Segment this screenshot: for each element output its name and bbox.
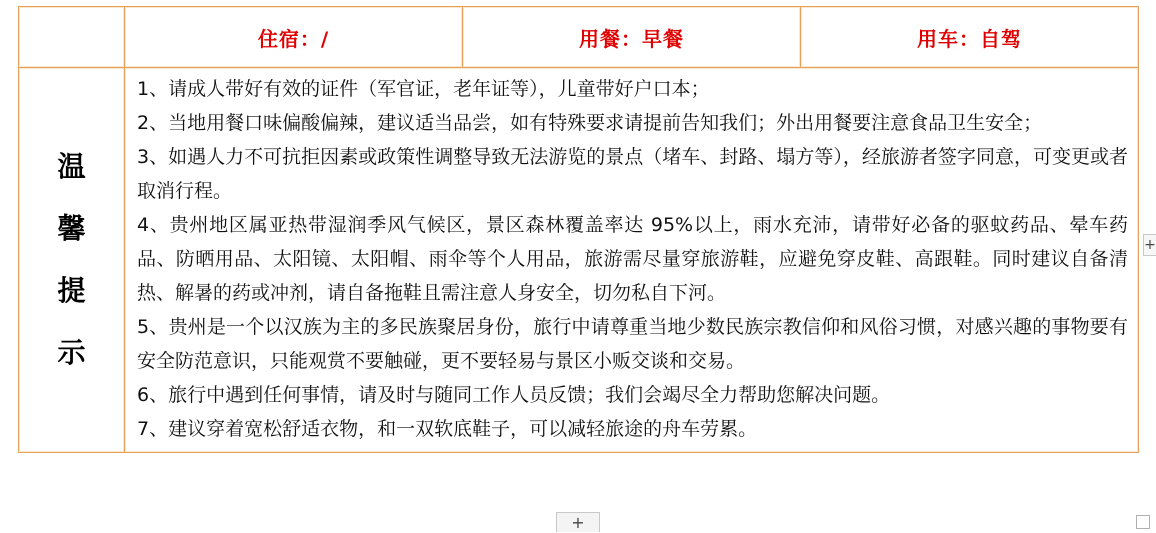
tip-item-2: 2、当地用餐口味偏酸偏辣，建议适当品尝，如有特殊要求请提前告知我们；外出用餐要注意食品卫生安全； xyxy=(137,112,1043,134)
add-column-button[interactable]: + xyxy=(1143,234,1156,256)
tip-item-6: 6、旅行中遇到任何事情，请及时与随同工作人员反馈；我们会竭尽全力帮助您解决问题。 xyxy=(137,384,891,406)
tip-item-7: 7、建议穿着宽松舒适衣物，和一双软底鞋子，可以减轻旅途的舟车劳累。 xyxy=(137,418,758,440)
transport-cell: 用车：自驾 xyxy=(801,7,1139,68)
tips-list xyxy=(137,72,1128,446)
tip-item-3: 3、如遇人力不可抗拒因素或政策性调整导致无法游览的景点（堵车、封路、塌方等），经旅游者签字同意，可变更或者取消行程。 xyxy=(137,146,1128,202)
tips-label-cell xyxy=(19,68,125,453)
table-resize-handle[interactable] xyxy=(1136,515,1150,529)
tips-label-line2: 提示 xyxy=(57,274,108,369)
add-row-button[interactable]: + xyxy=(556,512,600,532)
tips-label-line1: 温馨 xyxy=(57,150,108,245)
tips-row xyxy=(19,68,1139,453)
itinerary-table xyxy=(18,6,1139,453)
table-header-row xyxy=(19,7,1139,68)
tips-content-cell xyxy=(125,68,1139,453)
meals-cell: 用餐：早餐 xyxy=(463,7,801,68)
tip-item-5: 5、贵州是一个以汉族为主的多民族聚居身份，旅行中请尊重当地少数民族宗教信仰和风俗习惯，对感兴趣的事物要有安全防范意识，只能观赏不要触碰，更不要轻易与景区小贩交谈和交易。 xyxy=(137,316,1128,372)
tip-item-1: 1、请成人带好有效的证件（军官证，老年证等），儿童带好户口本； xyxy=(137,78,710,100)
tip-item-4: 4、贵州地区属亚热带湿润季风气候区，景区森林覆盖率达 95%以上，雨水充沛，请带好必备的驱蚊药品、晕车药品、防晒用品、太阳镜、太阳帽、雨伞等个人用品，旅游需尽量穿旅游鞋，应避免穿皮鞋、高跟鞋。同时建议自备清热、解暑的药或冲剂，请自备拖鞋且需注意人身安全，切勿私自下河。 xyxy=(137,214,1128,304)
empty-header-cell xyxy=(19,7,125,68)
lodging-cell: 住宿：/ xyxy=(125,7,463,68)
